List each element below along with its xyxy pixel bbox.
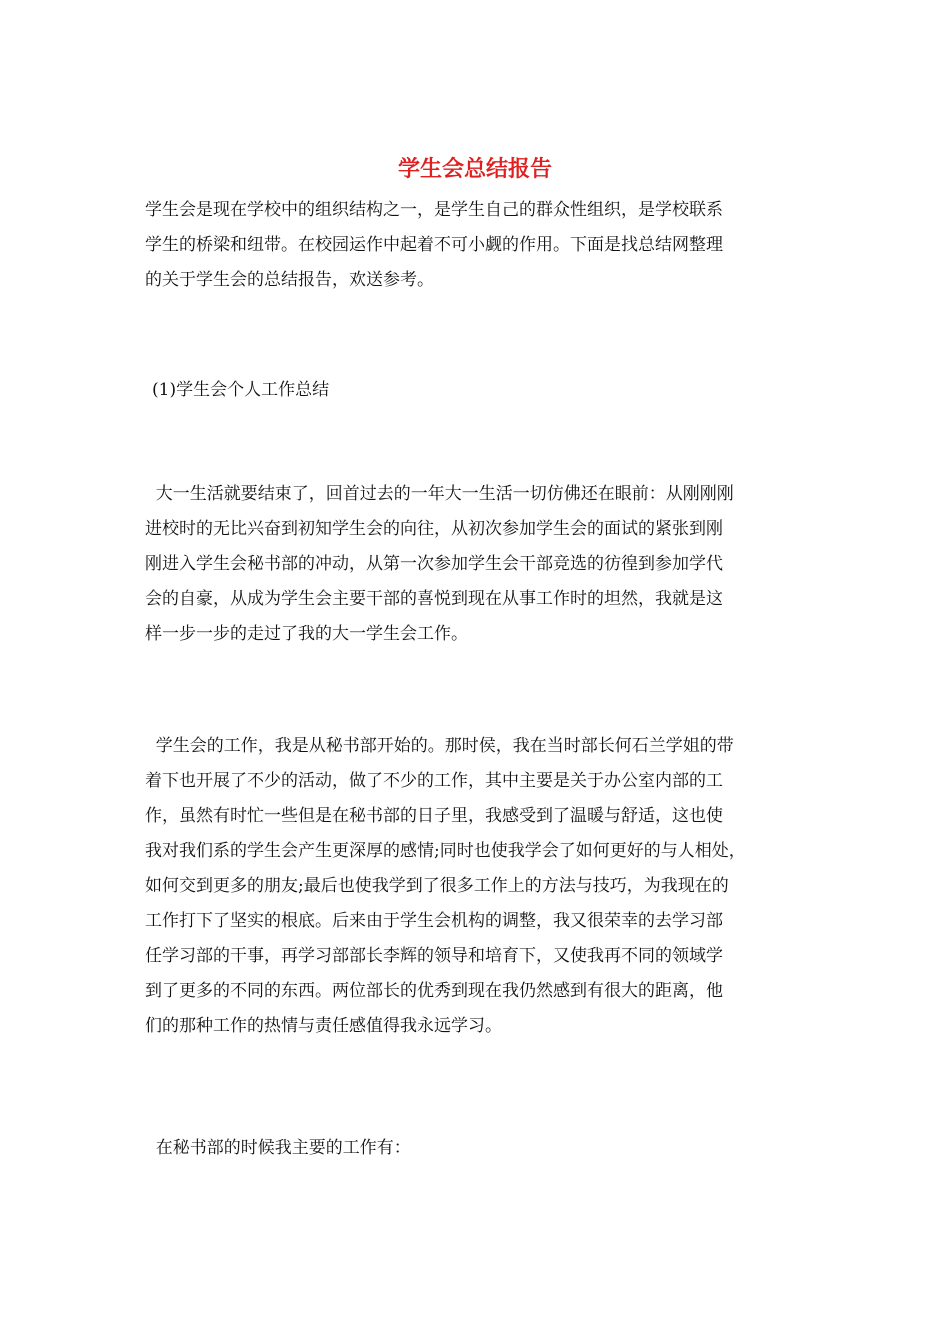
text-line: 任学习部的干事，再学习部部长李辉的领导和培育下，又使我再不同的领域学 bbox=[145, 946, 723, 966]
body-paragraph-2 bbox=[145, 729, 810, 1044]
section-heading-text: (1)学生会个人工作总结 bbox=[152, 380, 330, 400]
text-line: 作，虽然有时忙一些但是在秘书部的日子里，我感受到了温暖与舒适，这也使 bbox=[145, 806, 723, 826]
document-title: 学生会总结报告 bbox=[397, 156, 552, 182]
text-line: 样一步一步的走过了我的大一学生会工作。 bbox=[145, 624, 468, 644]
body-paragraph-1 bbox=[145, 477, 810, 652]
text-line: 学生会的工作，我是从秘书部开始的。那时侯，我在当时部长何石兰学姐的带 bbox=[145, 736, 734, 756]
text-line: 学生的桥梁和纽带。在校园运作中起着不可小觑的作用。下面是找总结网整理 bbox=[145, 235, 723, 255]
text-line: 到了更多的不同的东西。两位部长的优秀到现在我仍然感到有很大的距离，他 bbox=[145, 981, 723, 1001]
text-line: 刚进入学生会秘书部的冲动，从第一次参加学生会干部竞选的彷徨到参加学代 bbox=[145, 554, 723, 574]
text-line: 学生会是现在学校中的组织结构之一，是学生自己的群众性组织，是学校联系 bbox=[145, 200, 723, 220]
text-line: 着下也开展了不少的活动，做了不少的工作，其中主要是关于办公室内部的工 bbox=[145, 771, 723, 791]
section-heading bbox=[152, 373, 817, 408]
text-line: 我对我们系的学生会产生更深厚的感情;同时也使我学会了如何更好的与人相处， bbox=[145, 841, 746, 861]
text-line: 大一生活就要结束了，回首过去的一年大一生活一切仿佛还在眼前：从刚刚刚 bbox=[145, 484, 734, 504]
text-line: 进校时的无比兴奋到初知学生会的向往，从初次参加学生会的面试的紧张到刚 bbox=[145, 519, 723, 539]
text-line: 会的自豪，从成为学生会主要干部的喜悦到现在从事工作时的坦然，我就是这 bbox=[145, 589, 723, 609]
intro-paragraph bbox=[145, 193, 810, 298]
text-line: 的关于学生会的总结报告，欢送参考。 bbox=[145, 270, 434, 290]
text-line: 们的那种工作的热情与责任感值得我永远学习。 bbox=[145, 1016, 502, 1036]
body-paragraph-3 bbox=[145, 1131, 810, 1166]
text-line: 在秘书部的时候我主要的工作有： bbox=[145, 1138, 411, 1158]
text-line: 工作打下了坚实的根底。后来由于学生会机构的调整，我又很荣幸的去学习部 bbox=[145, 911, 723, 931]
text-line: 如何交到更多的朋友;最后也使我学到了很多工作上的方法与技巧，为我现在的 bbox=[145, 876, 729, 896]
